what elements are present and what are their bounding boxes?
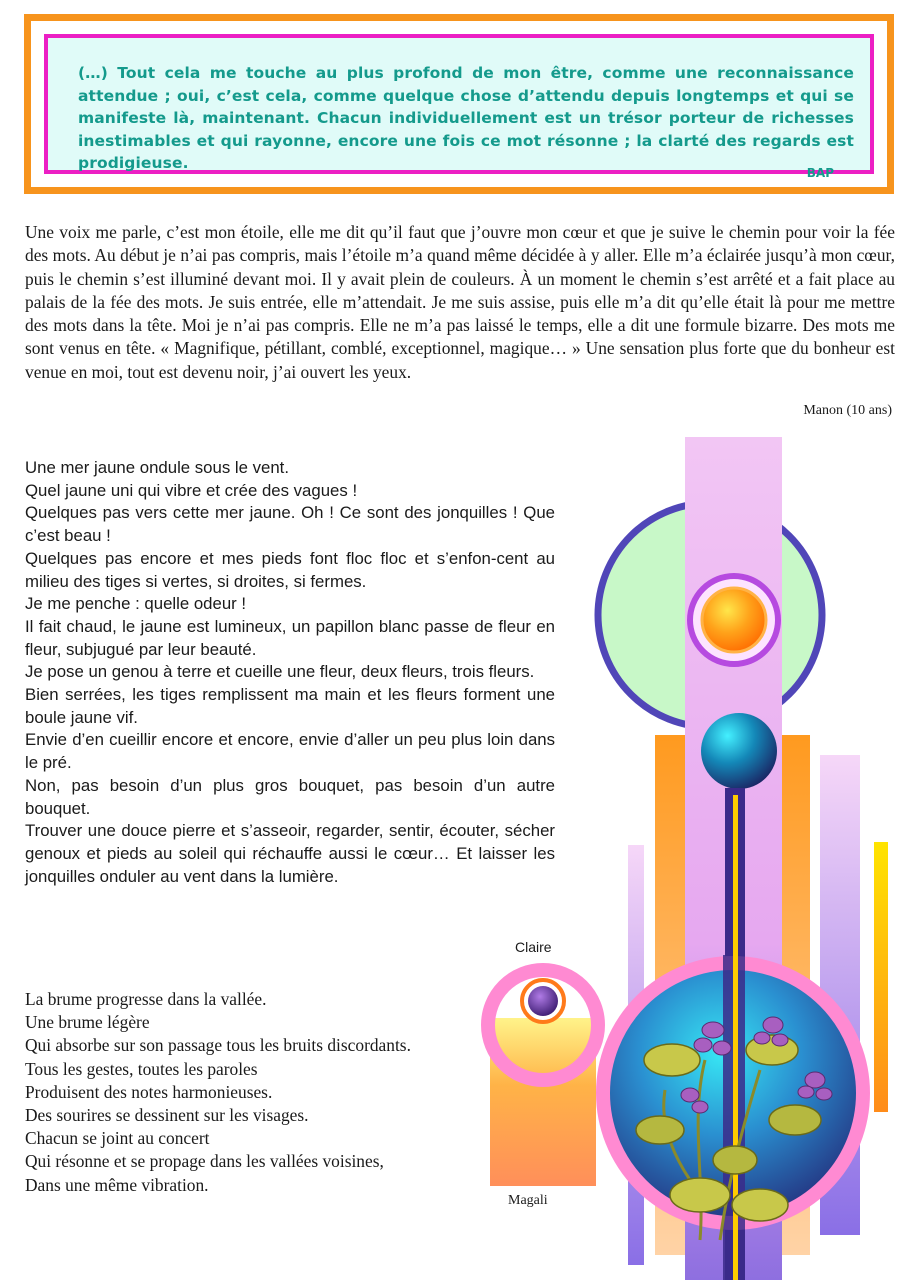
poem-line: Quelques pas vers cette mer jaune. Oh ! Ce sont des jonquilles ! Que c’est beau ! [25,503,555,546]
poem-line: Chacun se joint au concert [25,1128,210,1149]
poem-jonquilles-author: Claire [515,939,552,955]
poem-jonquilles [25,457,555,888]
poem-line: Il fait chaud, le jaune est lumineux, un papillon blanc passe de fleur en fleur, subjugué par leur beauté. [25,616,555,659]
poem-line: Je me penche : quelle odeur ! [25,594,247,614]
poem-line: Des sourires se dessinent sur les visages. [25,1105,309,1126]
poem-line: Non, pas besoin d’un plus gros bouquet, pas besoin d’un autre bouquet. [25,775,555,818]
poem-line: Produisent des notes harmonieuses. [25,1081,273,1102]
poem-line: Trouver une douce pierre et s’asseoir, regarder, sentir, écouter, sécher genoux et pieds au soleil qui réchauffe aussi le cœur… Et laisser les jonquilles onduler au vent dans la lumière. [25,821,555,886]
poem-line: Quel jaune uni qui vibre et crée des vagues ! [25,480,358,500]
quote-text: (…) Tout cela me touche au plus profond de mon être, comme une reconnaissance attendue ; oui, c’est cela, comme quelque chose d’attendu depuis longtemps et qui se manifeste là, maintenant. Chacun individuellement est un trésor porteur de richesses inestimables et qui rayonne, encore une fois ce mot résonne ; la clarté des regards est prodigieuse. [78,64,854,173]
quote-author: BAP [806,166,834,180]
poem-line: Dans une même vibration. [25,1174,209,1195]
poem-brume [25,988,505,1197]
poem-line: Je pose un genou à terre et cueille une fleur, deux fleurs, trois fleurs. [25,662,535,682]
poem-line: Envie d’en cueillir encore et encore, envie d’aller un peu plus loin dans le pré. [25,730,555,773]
poem-line: Une brume légère [25,1012,150,1033]
poem-line: Qui résonne et se propage dans les vallées voisines, [25,1151,384,1172]
poem-line: Qui absorbe sur son passage tous les bruits discordants. [25,1035,411,1056]
poem-brume-author: Magali [508,1193,548,1208]
poem-line: Quelques pas encore et mes pieds font floc floc et s’enfon-cent au milieu des tiges si vertes, si droites, si fermes. [25,548,555,591]
poem-line: La brume progresse dans la vallée. [25,989,267,1009]
poem-line: Tous les gestes, toutes les paroles [25,1058,258,1079]
poem-line: Bien serrées, les tiges remplissent ma main et les fleurs forment une boule jaune vif. [25,685,555,727]
poem-line: Une mer jaune ondule sous le vent. [25,458,290,477]
prose-author: Manon (10 ans) [803,403,892,418]
prose-paragraph: Une voix me parle, c’est mon étoile, elle me dit qu’il faut que j’ouvre mon cœur et que je suive le chemin pour voir la fée des mots. Au début je n’ai pas compris, mais l’étoile m’a quand même décidée à y aller. Elle m’a éclairée jusqu’à mon cœur, puis le chemin s’est illuminé devant moi. Il y avait plein de couleurs. À un moment le chemin s’est arrêté et a fait place au palais de la fée des mots. Je suis entrée, elle m’attendait. Je me suis assise, puis elle m’a dit qu’elle était là pour me mettre des mots dans la tête. Moi je n’ai pas compris. Elle ne m’a pas laissé le temps, elle a dit une formule bizarre. Des mots me sont venus en tête. « Magnifique, pétillant, comblé, exceptionnel, magique… » Une sensation plus forte que du bonheur est venue en moi, tout est devenu noir, j’ai ouvert les yeux. [25,222,895,382]
